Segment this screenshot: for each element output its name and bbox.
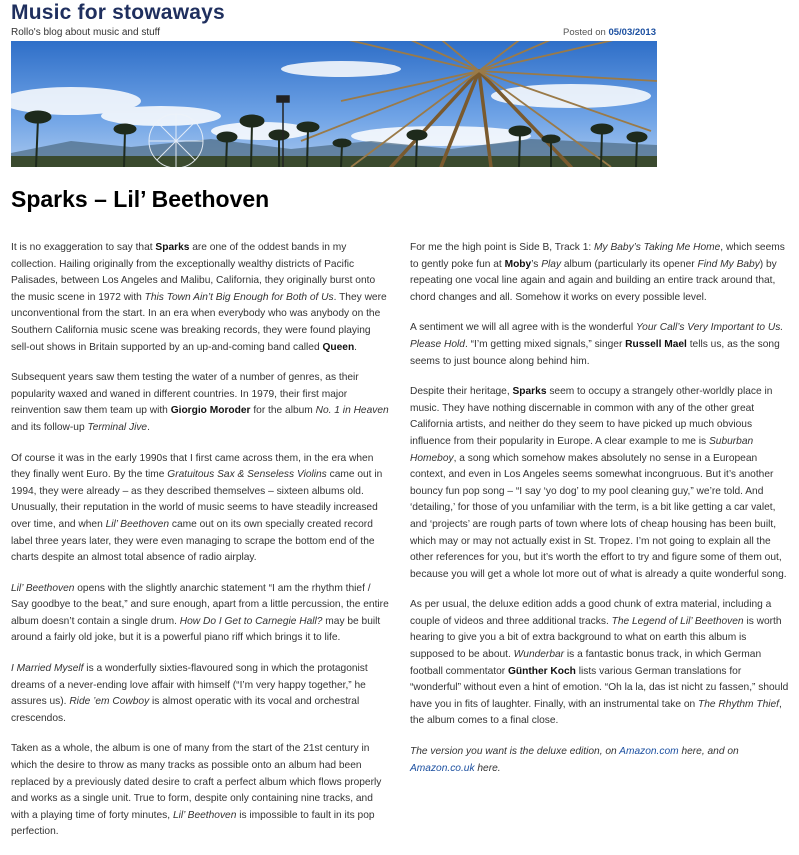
paragraph: The version you want is the deluxe edition, on Amazon.com here, and on Amazon.co.uk here.	[410, 746, 739, 774]
header-banner-image	[11, 41, 657, 167]
paragraph: Lil’ Beethoven opens with the slightly anarchic statement “I am the rhythm thief / Say goodbye to the beat,” and sure enough, apart from a little percussion, the entire album doesn’t contain a single drum. How Do I Get to Carnegie Hall? may be built around a fairly old joke, but it is a powerful piano riff which brings it to life.	[11, 582, 389, 644]
posted-date-link[interactable]: 05/03/2013	[608, 27, 656, 38]
posted-label: Posted on	[563, 27, 606, 38]
paragraph: Subsequent years saw them testing the water of a number of genres, as their popularity waxed and waned in different countries. In 1979, their first major reinvention saw them team up with Giorgio Moroder for the album No. 1 in Heaven and its follow-up Terminal Jive.	[11, 372, 389, 433]
article-column-right	[410, 240, 793, 791]
paragraph: I Married Myself is a wonderfully sixties-flavoured song in which the protagonist dreams of a never-ending love affair with himself (“I’m very happy together,” he assures us). Ride ’em Cowboy is almost operatic with its vocal and orchestral crescendos.	[11, 663, 368, 724]
paragraph: Of course it was in the early 1990s that I first came across them, in the era when they finally went Euro. By the time Gratuitous Sax & Senseless Violins came out in 1994, they were already – as they described themselves – sixteen albums old. Unusually, their reputation in the world of music seems to have steadily increased over time, and when Lil’ Beethoven came out on its own specially created record label three years later, they were even managing to scrape the bottom end of the charts despite an almost total absence of radio airplay.	[11, 452, 383, 564]
band-name: Sparks	[155, 242, 190, 253]
post-title: Sparks – Lil’ Beethoven	[11, 186, 270, 212]
paragraph: Despite their heritage, Sparks seem to occupy a strangely other-worldly place in music. They have nothing discernable in common with any of the other great California artists, and neither do they seem to have picked up much obvious influence from their popularity in Europe. A clear example to me is Suburban Homeboy, a song which somehow makes absolutely no sense in a European context, and even in Los Angeles seems somewhat incongruous. But it’s another bouncy fun pop song – “I say ‘yo dog’ to my pool cleaning guy,” we’re told. And ‘detailing,’ for those of you unfamiliar with the term, is a bit like getting a car valet, and ‘projects’ are rough parts of town where lots of cheap housing has been built, which may or may not actually exist in St. Tropez. I’m not going to explain all the other references for you, but it’s worth the effort to try and figure some of them out, because you will get a whole lot more out of what is already a quite wonderful song.	[410, 386, 787, 580]
paragraph: It is no exaggeration to say that Sparks are one of the oddest bands in my collection. Hailing originally from the exceptionally wealthy districts of Pacific Palisades, between Los Angeles and Malibu, California, they originally burst onto the music scene in 1972 with This Town Ain’t Big Enough for Both of Us. They were unconventional from the start. In an era when everybody who was anybody on the Southern California music scene was breaking records, they were found playing sell-out shows in Britain supported by an up-and-coming band called Queen.	[11, 242, 387, 353]
paragraph: As per usual, the deluxe edition adds a good chunk of extra material, including a couple of videos and three additional tracks. The Legend of Lil’ Beethoven is worth hearing to give you a bit of extra background to what on earth this album is supposed to be about. Wunderbar is a fantastic bonus track, in which German football commentator Günther Koch lists various German translations for “wonderful” without even a hint of emotion. “Oh la la, das ist nicht zu fassen,” should have you in fits of laughter. Finally, with an instrumental take on The Rhythm Thief, the album comes to a final close.	[410, 599, 789, 727]
amazon-com-link[interactable]: Amazon.com	[619, 746, 679, 758]
amazon-co-uk-link[interactable]: Amazon.co.uk	[410, 762, 475, 774]
site-title[interactable]: Music for stowaways	[11, 1, 225, 24]
paragraph: A sentiment we will all agree with is the wonderful Your Call’s Very Important to Us. Please Hold. “I’m getting mixed signals,” singer Russell Mael tells us, as the song seems to just bounce along behind him.	[410, 322, 784, 367]
article-column-left	[11, 240, 389, 855]
site-description: Rollo's blog about music and stuff	[11, 27, 161, 38]
paragraph: For me the high point is Side B, Track 1: My Baby’s Taking Me Home, which seems to gently poke fun at Moby’s Play album (particularly its opener Find My Baby) by repeating one vocal line again and again and building an entire track around that, chord changes and all. Somehow it works on every possible level.	[410, 242, 785, 303]
post-date	[563, 27, 656, 38]
paragraph: Taken as a whole, the album is one of many from the start of the 21st century in which the desire to throw as many tracks as possible onto an album had been replaced by a previously dated desire to craft a perfect album which flows properly and works as a single unit. True to form, despite only containing nine tracks, and with a playing time of forty minutes, Lil’ Beethoven is impossible to fault in its pop perfection.	[11, 743, 382, 838]
